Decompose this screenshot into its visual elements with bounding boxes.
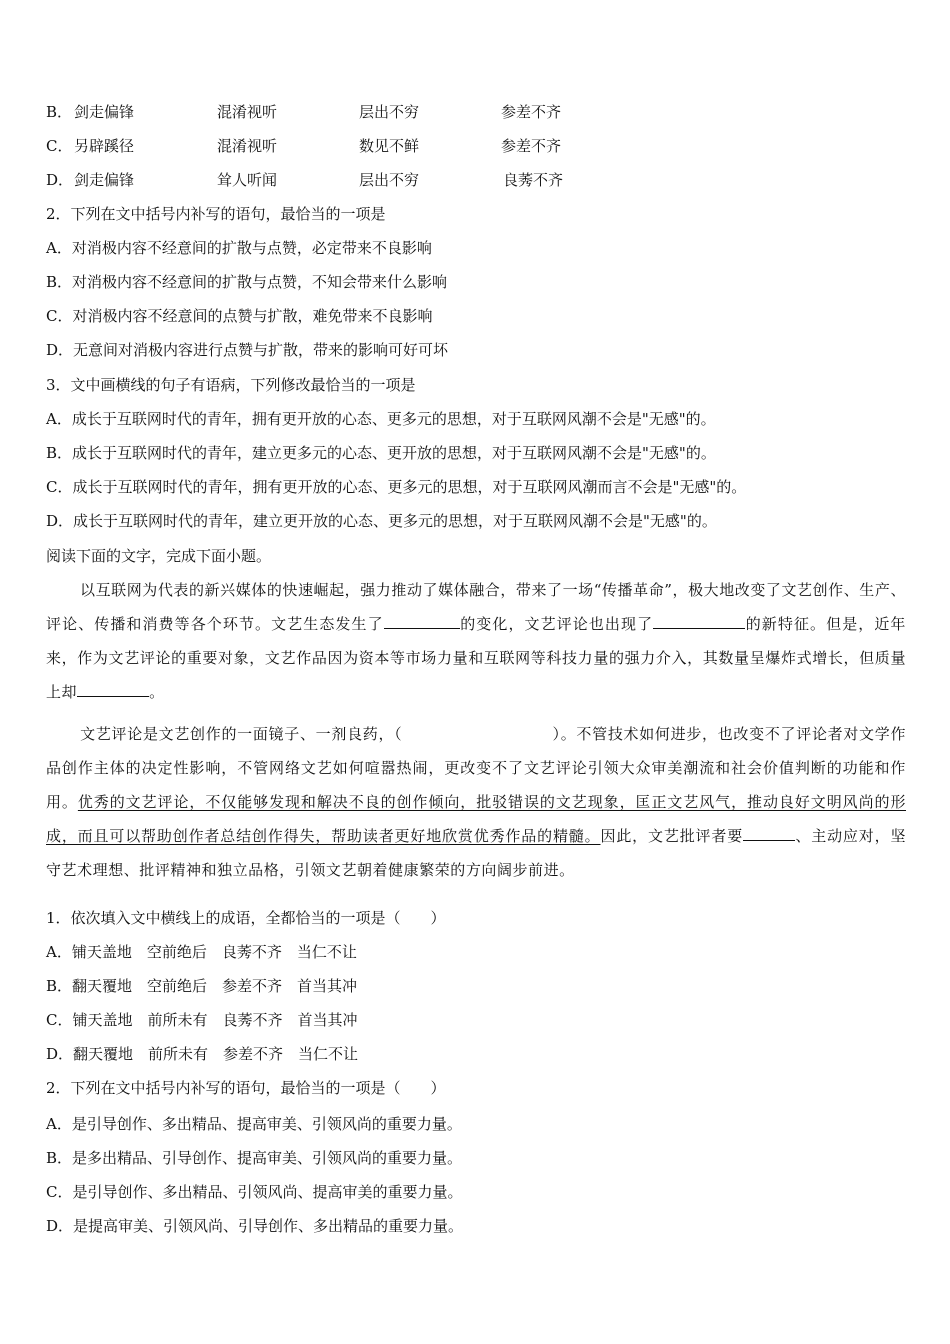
question-option: D．是提高审美、引领风尚、引导创作、多出精品的重要力量。: [46, 1217, 464, 1235]
question-option: C．对消极内容不经意间的点赞与扩散，难免带来不良影响: [46, 307, 433, 325]
option-label: C．: [46, 137, 73, 155]
passage-text: 的新特征。但是，近年来，作为文艺评论的重要对象，文艺作品因为资本等市场力量和互联网等科技力量的强力介入，其数量呈爆炸式增长，但质量上却: [46, 615, 906, 701]
option-word: 剑走偏锋: [74, 171, 135, 189]
option-word: 层出不穷: [359, 171, 420, 189]
question-option: C．成长于互联网时代的青年，拥有更开放的心态、更多元的思想，对于互联网风潮而言不会是"无感"的。: [46, 478, 747, 496]
fill-blank: [743, 825, 795, 841]
fill-blank: [384, 613, 460, 629]
question-option: D．翻天覆地 前所未有 参差不齐 当仁不让: [46, 1045, 359, 1063]
passage-text: 、主动应对，坚守艺术理想、批评精神和独立品格，引领文艺朝着健康繁荣的方向阔步前进。: [46, 827, 906, 879]
question-stem: 3．文中画横线的句子有语病，下列修改最恰当的一项是: [46, 376, 416, 394]
question-option: D．成长于互联网时代的青年，建立更开放的心态、更多元的思想，对于互联网风潮不会是"无感"的。: [46, 512, 717, 530]
question-option: B．成长于互联网时代的青年，建立更多元的心态、更开放的思想，对于互联网风潮不会是"无感"的。: [46, 444, 716, 462]
question-stem: 1．依次填入文中横线上的成语，全都恰当的一项是（ ）: [46, 909, 446, 927]
passage-text: 的变化，文艺评论也出现了: [459, 615, 654, 633]
question-option: B．是多出精品、引导创作、提高审美、引领风尚的重要力量。: [46, 1149, 463, 1167]
option-word: 混淆视听: [217, 103, 278, 121]
option-word: 参差不齐: [501, 103, 562, 121]
passage-text: 。: [149, 683, 165, 701]
passage-text: ）。不管技术如何进步，也改变不了评论者对文学作品创作主体的决定性影响，不管网络文艺如何喧嚣热闹，更改变不了文艺评论引领大众审美潮流和社会价值判断的功能和作用。: [46, 725, 906, 811]
question-option: B．对消极内容不经意间的扩散与点赞，不知会带来什么影响: [46, 273, 448, 291]
question-option: C．铺天盖地 前所未有 良莠不齐 首当其冲: [46, 1011, 358, 1029]
option-word: 参差不齐: [501, 137, 562, 155]
passage-text: 以互联网为代表的新兴媒体的快速崛起，强力推动了媒体融合，带来了一场“传播革命”，极大地改变了文艺创作、生产、评论、传播和消费等各个环节。文艺生态发生了: [46, 581, 906, 633]
option-word: 良莠不齐: [503, 171, 564, 189]
question-stem: 2．下列在文中括号内补写的语句，最恰当的一项是: [46, 205, 386, 223]
option-word: 数见不鲜: [359, 137, 420, 155]
passage-text: 因此，文艺批评者要: [600, 827, 744, 845]
option-word: 混淆视听: [217, 137, 278, 155]
option-word: 剑走偏锋: [74, 103, 135, 121]
fill-blank: [77, 681, 149, 697]
passage-paragraph-1: [46, 573, 906, 709]
option-word: 另辟蹊径: [74, 137, 135, 155]
option-label: D．: [46, 171, 74, 189]
question-option: D．无意间对消极内容进行点赞与扩散，带来的影响可好可坏: [46, 341, 449, 359]
underlined-sentence: 优秀的文艺评论，不仅能够发现和解决不良的创作倾向，批驳错误的文艺现象，匡正文艺风气，推动良好文明风尚的形成，而且可以帮助创作者总结创作得失，帮助读者更好地欣赏优秀作品的精髓。: [46, 793, 906, 845]
option-word: 耸人听闻: [217, 171, 278, 189]
question-option: A．是引导创作、多出精品、提高审美、引领风尚的重要力量。: [46, 1115, 462, 1133]
question-option: A．对消极内容不经意间的扩散与点赞，必定带来不良影响: [46, 239, 432, 257]
option-word: 层出不穷: [359, 103, 420, 121]
question-option: B．翻天覆地 空前绝后 参差不齐 首当其冲: [46, 977, 358, 995]
passage-paragraph-2: [46, 717, 906, 887]
question-option: A．铺天盖地 空前绝后 良莠不齐 当仁不让: [46, 943, 357, 961]
reading-intro: 阅读下面的文字，完成下面小题。: [46, 547, 272, 565]
passage-text: 文艺评论是文艺创作的一面镜子、一剂良药，（: [80, 725, 403, 743]
question-stem: 2．下列在文中括号内补写的语句，最恰当的一项是（ ）: [46, 1079, 446, 1097]
question-option: A．成长于互联网时代的青年，拥有更开放的心态、更多元的思想，对于互联网风潮不会是"无感"的。: [46, 410, 716, 428]
option-label: B．: [46, 103, 73, 121]
question-option: C．是引导创作、多出精品、引领风尚、提高审美的重要力量。: [46, 1183, 463, 1201]
fill-blank: [653, 613, 745, 629]
